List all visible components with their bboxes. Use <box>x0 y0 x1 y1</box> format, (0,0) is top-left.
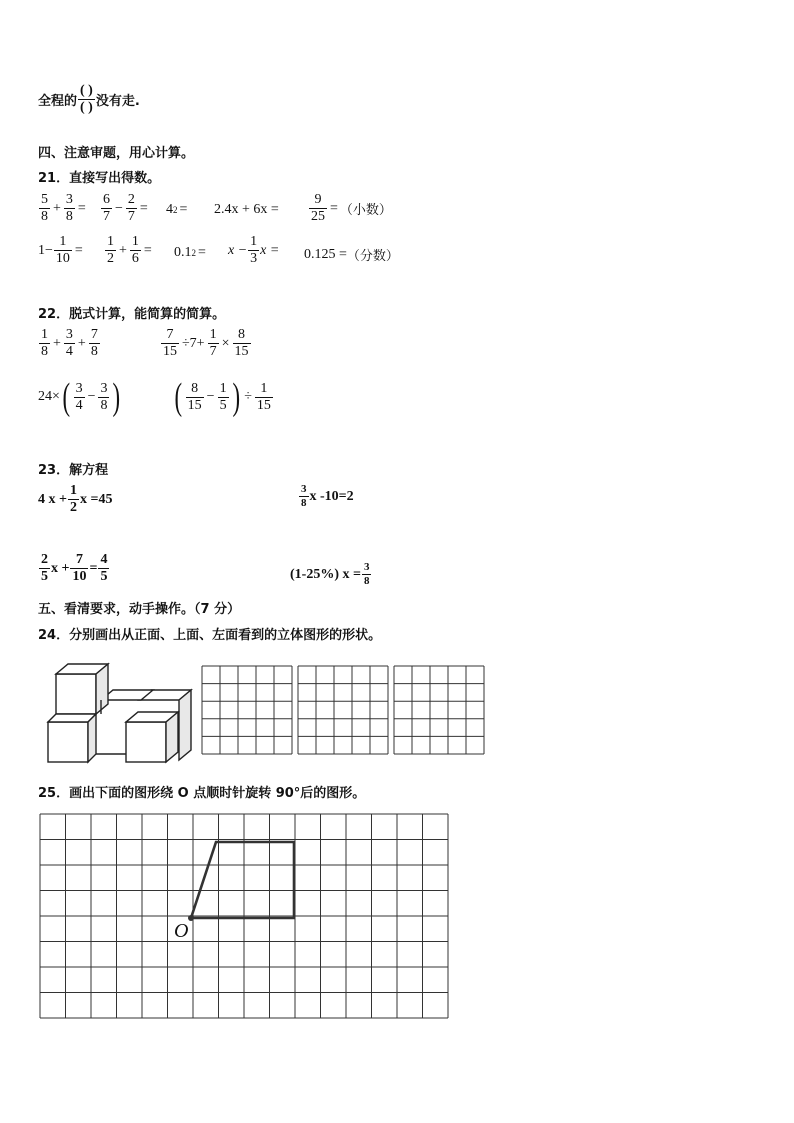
grid-front-view[interactable] <box>201 665 293 755</box>
grid-top-view[interactable] <box>297 665 389 755</box>
q23-eq2: $\frac{3}{8}$ x -10=2 <box>301 483 354 509</box>
q21-c1: 4 2 = <box>166 202 188 217</box>
q25-title: 25．画出下面的图形绕 O 点顺时针旋转 90°后的图形。 <box>38 786 366 801</box>
q23-eq4: (1-25%) x = $\frac{3}{8}$ <box>290 561 370 587</box>
blank-denominator: ( ) <box>80 100 93 115</box>
q22-e2: $\frac{7}{15}$ ÷7+ $\frac{1}{7}$ × $\frac{8}{15}$ <box>163 327 249 359</box>
intro-line <box>38 84 140 115</box>
q22-e3: 24× ( $\frac{3}{4}$ − $\frac{3}{8}$ ) <box>38 376 121 418</box>
section5-title: 五、看清要求，动手操作。（7 分） <box>38 602 241 617</box>
grid-left-view[interactable] <box>393 665 485 755</box>
q23-eq3: $\frac{2}{5}$ x + $\frac{7}{10}$ = $\frac{4}{5}$ <box>41 552 108 584</box>
q21-a1: $\frac{5}{8}$ + $\frac{3}{8}$ = <box>41 192 86 224</box>
q21-b2: $\frac{1}{2}$ + $\frac{1}{6}$ = <box>107 234 152 266</box>
shape-quadrilateral <box>191 842 294 918</box>
q21-e2: 0.125 = （分数） <box>304 246 399 264</box>
q21-c2: 0.1 2 = <box>174 245 206 260</box>
rotation-grid[interactable] <box>38 812 450 1026</box>
q23-title: 23．解方程 <box>38 463 109 478</box>
q21-e1: $\frac{9}{25}$ = （小数） <box>311 192 392 224</box>
cube-figure <box>44 660 194 766</box>
point-o-label: O <box>174 920 189 942</box>
q21-d1: 2.4x + 6x = <box>214 202 279 217</box>
intro-suffix: 没有走. <box>95 94 140 109</box>
q23-eq1: 4 x + $\frac{1}{2}$ x =45 <box>38 483 113 515</box>
q22-e1: $\frac{1}{8}$ + $\frac{3}{4}$ + $\frac{7}{8}$ <box>41 327 98 359</box>
q22-title: 22．脱式计算，能简算的简算。 <box>38 307 226 322</box>
blank-fraction <box>78 84 95 115</box>
q21-title: 21．直接写出得数。 <box>38 171 161 186</box>
q21-a2: 1− $\frac{1}{10}$ = <box>38 234 83 266</box>
intro-prefix: 全程的 <box>38 94 78 109</box>
q21-b1: $\frac{6}{7}$ − $\frac{2}{7}$ = <box>103 192 148 224</box>
q22-e4: ( $\frac{8}{15}$ − $\frac{1}{5}$ ) ÷ $\frac{1}{15}$ <box>174 376 271 418</box>
blank-numerator: ( ) <box>80 83 93 98</box>
q24-title: 24．分别画出从正面、上面、左面看到的立体图形的形状。 <box>38 628 382 643</box>
q21-d2: x − $\frac{1}{3}$ x = <box>228 234 280 266</box>
point-o <box>188 915 194 921</box>
section4-title: 四、注意审题，用心计算。 <box>38 146 195 161</box>
